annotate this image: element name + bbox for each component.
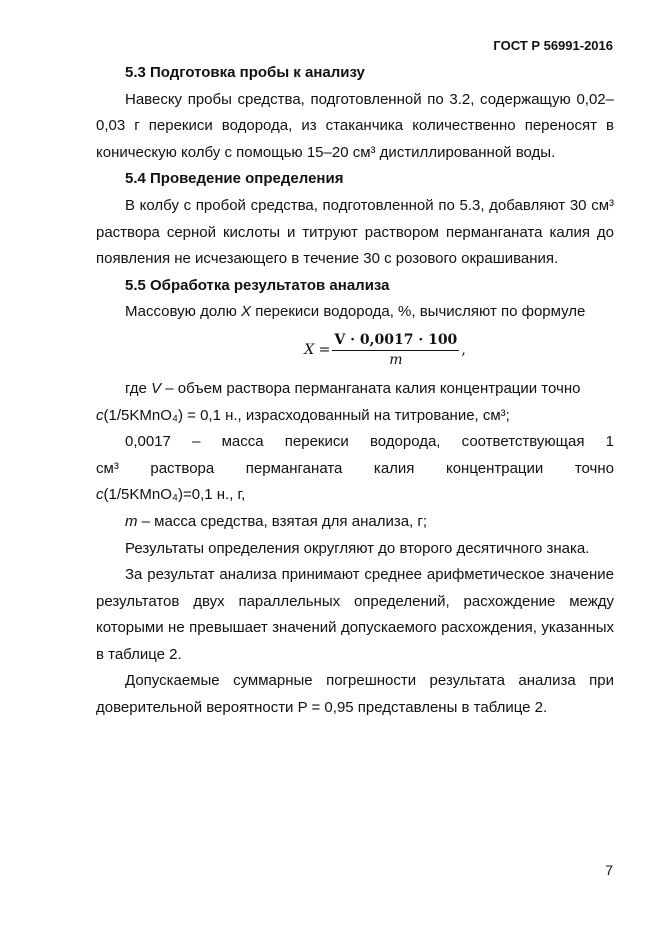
constant-line3: (1/5KMnO₄)=0,1 н., г, bbox=[103, 486, 246, 504]
paragraph-rounding: Результаты определения округляют до второго десятичного знака. bbox=[125, 539, 590, 557]
intro-text-pre: Массовую долю bbox=[125, 303, 242, 321]
paragraph-average: За результат анализа принимают среднее арифметическое значение результатов двух параллельных определений, расхождение между которыми не превышает значений допускаемого расхождения, указанных в таблице 2. bbox=[96, 566, 614, 663]
paragraph-determination: В колбу с пробой средства, подготовленной по 5.3, добавляют 30 см³ раствора серной кислоты и титруют раствором перманганата калия до появления не исчезающего в течение 30 с розового окрашивания. bbox=[96, 196, 614, 268]
formula-trailing-comma: , bbox=[461, 341, 466, 358]
where-pre: где bbox=[125, 379, 152, 397]
definition-m-text: – масса средства, взятая для анализа, г; bbox=[137, 512, 428, 530]
variable-v: V bbox=[151, 379, 162, 397]
formula-fraction bbox=[332, 331, 459, 369]
section-heading-5-4: 5.4 Проведение определения bbox=[125, 170, 344, 188]
section-heading-5-3: 5.3 Подготовка пробы к анализу bbox=[125, 64, 365, 81]
page-body bbox=[96, 60, 614, 722]
definition-m bbox=[96, 509, 614, 536]
formula-numerator: V · 0,0017 · 100 bbox=[332, 331, 459, 351]
formula bbox=[96, 328, 614, 372]
paragraph-sample-preparation: Навеску пробы средства, подготовленной по 3.2, содержащую 0,02–0,03 г перекиси водорода, из стаканчика количественно переносят в коническую колбу с помощью 15–20 см³ дистиллированной воды. bbox=[96, 90, 614, 161]
document-code-header: ГОСТ Р 56991-2016 bbox=[493, 38, 613, 53]
variable-c: c bbox=[96, 406, 104, 424]
variable-m: m bbox=[125, 512, 138, 530]
constant-line2: см³ раствора перманганата калия концентрации точно bbox=[96, 459, 614, 477]
variable-x: X bbox=[241, 303, 252, 321]
definition-constant bbox=[96, 429, 614, 509]
intro-text-post: перекиси водорода, %, вычисляют по формуле bbox=[251, 303, 586, 321]
formula-lhs: X = bbox=[304, 341, 331, 358]
where-line1: – объем раствора перманганата калия концентрации точно bbox=[161, 379, 581, 397]
definition-v bbox=[96, 376, 614, 429]
paragraph-formula-intro bbox=[96, 299, 614, 326]
variable-c-2: c bbox=[96, 486, 104, 504]
where-line2: (1/5KMnO₄) = 0,1 н., израсходованный на титрование, см³; bbox=[103, 406, 510, 424]
page-number: 7 bbox=[605, 862, 613, 878]
paragraph-errors: Допускаемые суммарные погрешности результата анализа при доверительной вероятности P = 0,95 представлены в таблице 2. bbox=[96, 672, 614, 717]
section-heading-5-5: 5.5 Обработка результатов анализа bbox=[125, 276, 390, 294]
formula-denominator: m bbox=[389, 351, 403, 368]
constant-line1: 0,0017 – масса перекиси водорода, соответствующая 1 bbox=[125, 433, 614, 451]
